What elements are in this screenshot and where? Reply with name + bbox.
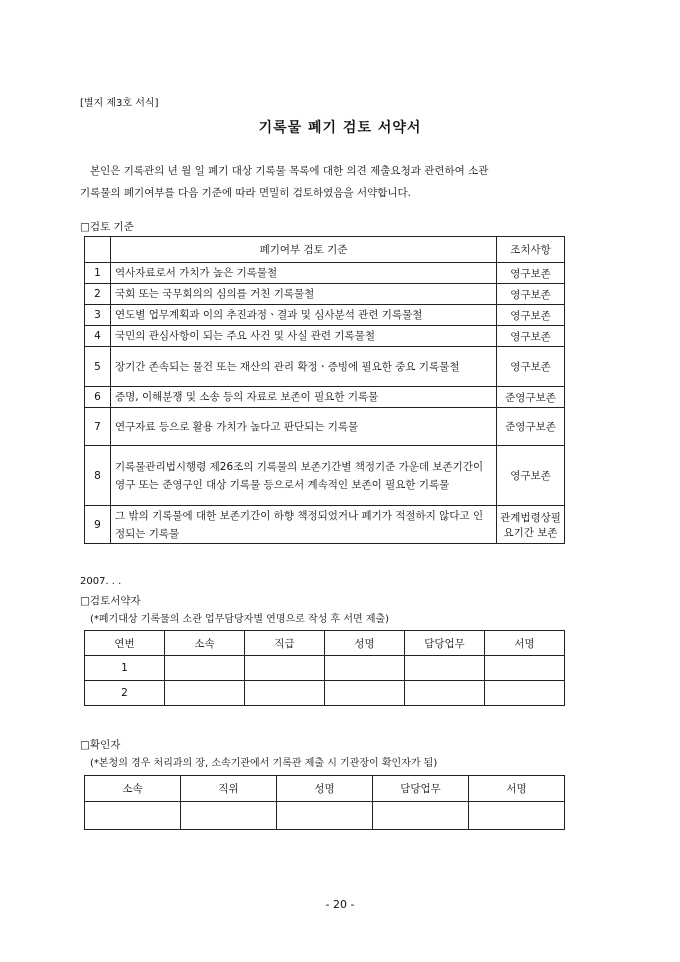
criteria-num: 7 [85,408,111,446]
criteria-num: 8 [85,446,111,506]
criteria-text: 기록물관리법시행령 제26조의 기록물의 보존기간별 책정기준 가운데 보존기간이 영구 또는 준영구인 대상 기록물 등으로서 계속적인 보존이 필요한 기록물 [111,446,497,506]
criteria-num: 6 [85,387,111,408]
signer-row [85,681,565,706]
criteria-text: 역사자료로서 가치가 높은 기록물철 [111,263,497,284]
criteria-num: 2 [85,284,111,305]
form-number: [별지 제3호 서식] [80,98,159,109]
confirmer-header: 담당업무 [373,776,469,802]
criteria-action: 영구보존 [497,347,565,387]
criteria-text: 국회 또는 국무회의의 심의를 거친 기록물철 [111,284,497,305]
signer-note: (*폐기대상 기록물의 소관 업무담당자별 연명으로 작성 후 서면 제출) [90,614,390,625]
signer-header-row [85,631,565,656]
criteria-row [85,408,565,446]
criteria-table [84,236,565,544]
criteria-header-row [85,237,565,263]
signer-rank-cell[interactable] [245,656,325,681]
intro-line-1: 본인은 기록관의 년 월 일 폐기 대상 기록물 목록에 대한 의견 제출요청과 관련하여 소관 [90,165,489,177]
signer-rank-cell[interactable] [245,681,325,706]
signer-duty-cell[interactable] [405,656,485,681]
confirmer-signature-cell[interactable] [469,802,565,830]
signer-header: 직급 [245,631,325,656]
confirmer-name-cell[interactable] [277,802,373,830]
page-number: - 20 - [325,898,355,911]
criteria-header-num [85,237,111,263]
confirmer-header-row [85,776,565,802]
criteria-header-action: 조치사항 [497,237,565,263]
confirmer-section-title: □확인자 [80,739,121,751]
confirmer-affiliation-cell[interactable] [85,802,181,830]
criteria-action: 관계법령상필요기간 보존 [497,506,565,544]
criteria-row [85,387,565,408]
signer-name-cell[interactable] [325,681,405,706]
confirmer-header: 서명 [469,776,565,802]
signer-header: 성명 [325,631,405,656]
criteria-num: 9 [85,506,111,544]
criteria-text: 증명, 이해분쟁 및 소송 등의 자료로 보존이 필요한 기록물 [111,387,497,408]
criteria-num: 4 [85,326,111,347]
signer-signature-cell[interactable] [485,681,565,706]
intro-paragraph [80,160,600,204]
criteria-text: 연구자료 등으로 활용 가치가 높다고 판단되는 기록물 [111,408,497,446]
signer-affiliation-cell[interactable] [165,681,245,706]
criteria-action: 준영구보존 [497,387,565,408]
criteria-row [85,284,565,305]
signer-duty-cell[interactable] [405,681,485,706]
confirmer-header: 직위 [181,776,277,802]
criteria-row [85,305,565,326]
confirmer-row [85,802,565,830]
criteria-action: 영구보존 [497,263,565,284]
criteria-action: 영구보존 [497,326,565,347]
intro-line-2: 기록물의 폐기여부를 다음 기준에 따라 면밀히 검토하였음을 서약합니다. [80,187,411,199]
criteria-row [85,326,565,347]
criteria-num: 5 [85,347,111,387]
criteria-text: 국민의 관심사항이 되는 주요 사건 및 사실 관련 기록물철 [111,326,497,347]
criteria-action: 영구보존 [497,446,565,506]
signer-row [85,656,565,681]
signer-signature-cell[interactable] [485,656,565,681]
confirmer-duty-cell[interactable] [373,802,469,830]
criteria-text: 그 밖의 기록물에 대한 보존기간이 하향 책정되었거나 폐기가 적절하지 않다고 인정되는 기록물 [111,506,497,544]
signer-header: 연번 [85,631,165,656]
signer-name-cell[interactable] [325,656,405,681]
criteria-row [85,506,565,544]
signer-num: 2 [85,681,165,706]
criteria-section-title: □검토 기준 [80,221,134,233]
confirmer-header: 소속 [85,776,181,802]
signer-header: 서명 [485,631,565,656]
date-line: 2007. . . [80,576,122,587]
signer-table [84,630,565,706]
criteria-row [85,347,565,387]
document-title: 기록물 폐기 검토 서약서 [258,120,422,136]
signer-header: 담당업무 [405,631,485,656]
confirmer-header: 성명 [277,776,373,802]
criteria-num: 1 [85,263,111,284]
criteria-text: 장기간 존속되는 물건 또는 재산의 관리 확정ㆍ증빙에 필요한 중요 기록물철 [111,347,497,387]
criteria-row [85,263,565,284]
signer-affiliation-cell[interactable] [165,656,245,681]
criteria-text: 연도별 업무계획과 이의 추진과정ㆍ결과 및 심사분석 관련 기록물철 [111,305,497,326]
criteria-row [85,446,565,506]
criteria-action: 영구보존 [497,284,565,305]
criteria-action: 영구보존 [497,305,565,326]
confirmer-note: (*본청의 경우 처리과의 장, 소속기관에서 기록관 제출 시 기관장이 확인자가 됨) [90,758,438,769]
confirmer-position-cell[interactable] [181,802,277,830]
confirmer-table [84,775,565,830]
criteria-num: 3 [85,305,111,326]
criteria-header-criterion: 폐기여부 검토 기준 [111,237,497,263]
criteria-action: 준영구보존 [497,408,565,446]
signer-num: 1 [85,656,165,681]
signer-header: 소속 [165,631,245,656]
signer-section-title: □검토서약자 [80,595,141,607]
